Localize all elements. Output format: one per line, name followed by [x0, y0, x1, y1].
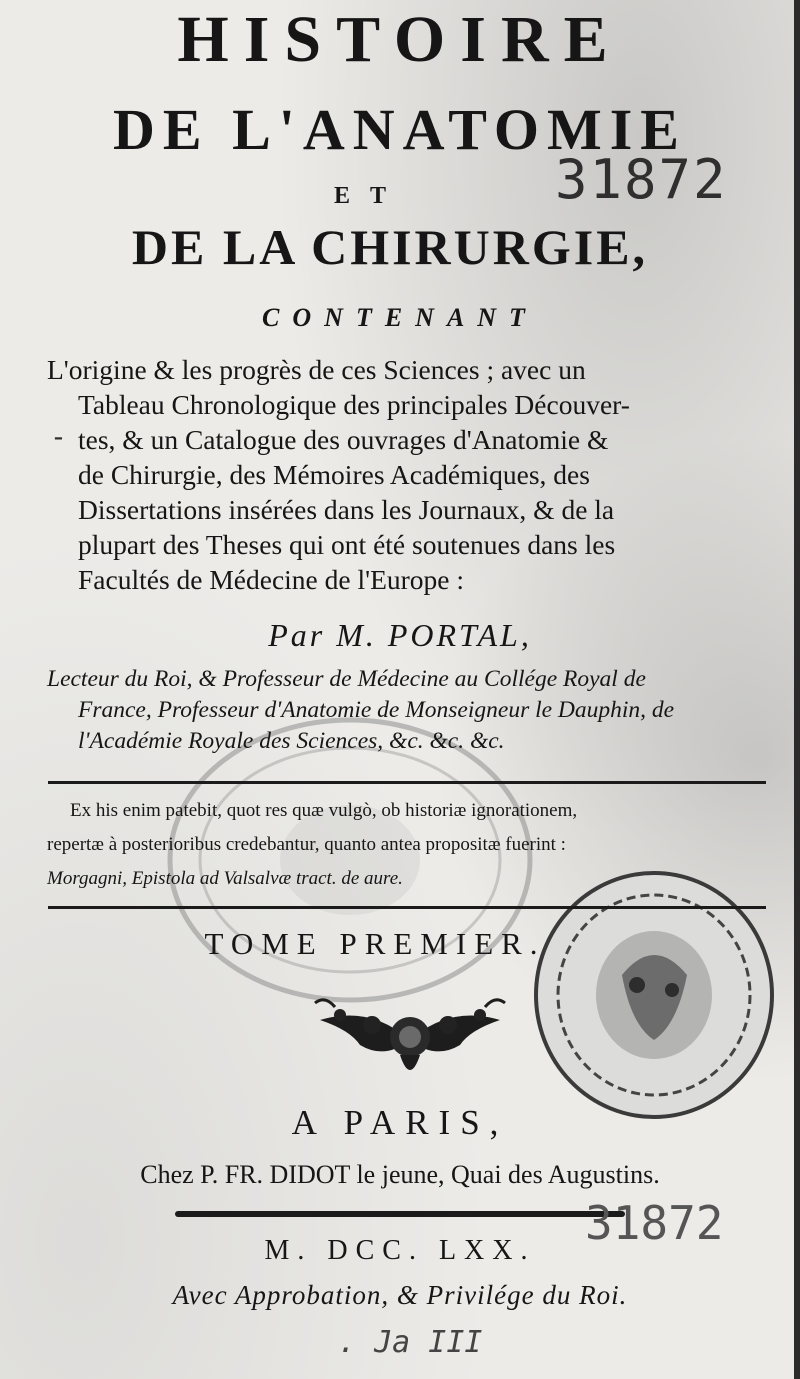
epigraph-attribution: Morgagni, Epistola ad Valsalvæ tract. de aure. [47, 868, 403, 889]
title-line-histoire: HISTOIRE [177, 3, 623, 76]
title-line-et: ET [333, 183, 406, 209]
description-line: Facultés de Médecine de l'Europe : [78, 564, 464, 595]
floral-ornament-icon [300, 985, 520, 1090]
description-line: de Chirurgie, des Mémoires Académiques, des [78, 459, 590, 490]
volume-label: TOME PREMIER. [204, 926, 546, 961]
handwritten-shelfmark-top: 31872 [555, 148, 728, 211]
epigraph-line: repertæ à posterioribus credebantur, quanto antea propositæ fuerint : [47, 834, 566, 855]
author-title-line: Lecteur du Roi, & Professeur de Médecine au Collége Royal de [47, 666, 646, 692]
imprint-city: A PARIS, [291, 1103, 509, 1142]
faculty-seal-stamp [527, 865, 782, 1125]
title-line-anatomie: DE L'ANATOMIE [113, 97, 687, 162]
description-line: Tableau Chronologique des principales Découver- [78, 389, 630, 420]
imprint-publisher: Chez P. FR. DIDOT le jeune, Quai des Augustins. [140, 1160, 660, 1189]
imprint-year: M. DCC. LXX. [264, 1235, 536, 1266]
author-title-line: France, Professeur d'Anatomie de Monseigneur le Dauphin, de [78, 697, 675, 723]
author-title-line: l'Académie Royale des Sciences, &c. &c. &c. [78, 728, 505, 754]
margin-dash-mark: - [50, 420, 67, 453]
rule-bottom [48, 906, 766, 909]
description-line: Dissertations insérées dans les Journaux, & de la [78, 494, 615, 525]
description-line: L'origine & les progrès de ces Sciences ; avec un [47, 354, 586, 385]
author-line: Par M. PORTAL, [268, 617, 532, 653]
rule-top [48, 781, 766, 784]
handwritten-shelfmark-bottom: 31872 [585, 1196, 724, 1250]
title-line-chirurgie: DE LA CHIRURGIE, [131, 219, 649, 275]
contenant-heading: CONTENANT [262, 303, 538, 332]
imprint-privilege: Avec Approbation, & Privilége du Roi. [172, 1280, 628, 1310]
epigraph-line: Ex his enim patebit, quot res quæ vulgò, ob historiæ ignorationem, [70, 800, 578, 821]
rule-imprint [175, 1211, 625, 1217]
description-line: tes, & un Catalogue des ouvrages d'Anatomie & [78, 424, 609, 455]
handwritten-note-bottom: . Ja III [338, 1325, 483, 1360]
description-line: plupart des Theses qui ont été soutenues dans les [78, 529, 616, 560]
